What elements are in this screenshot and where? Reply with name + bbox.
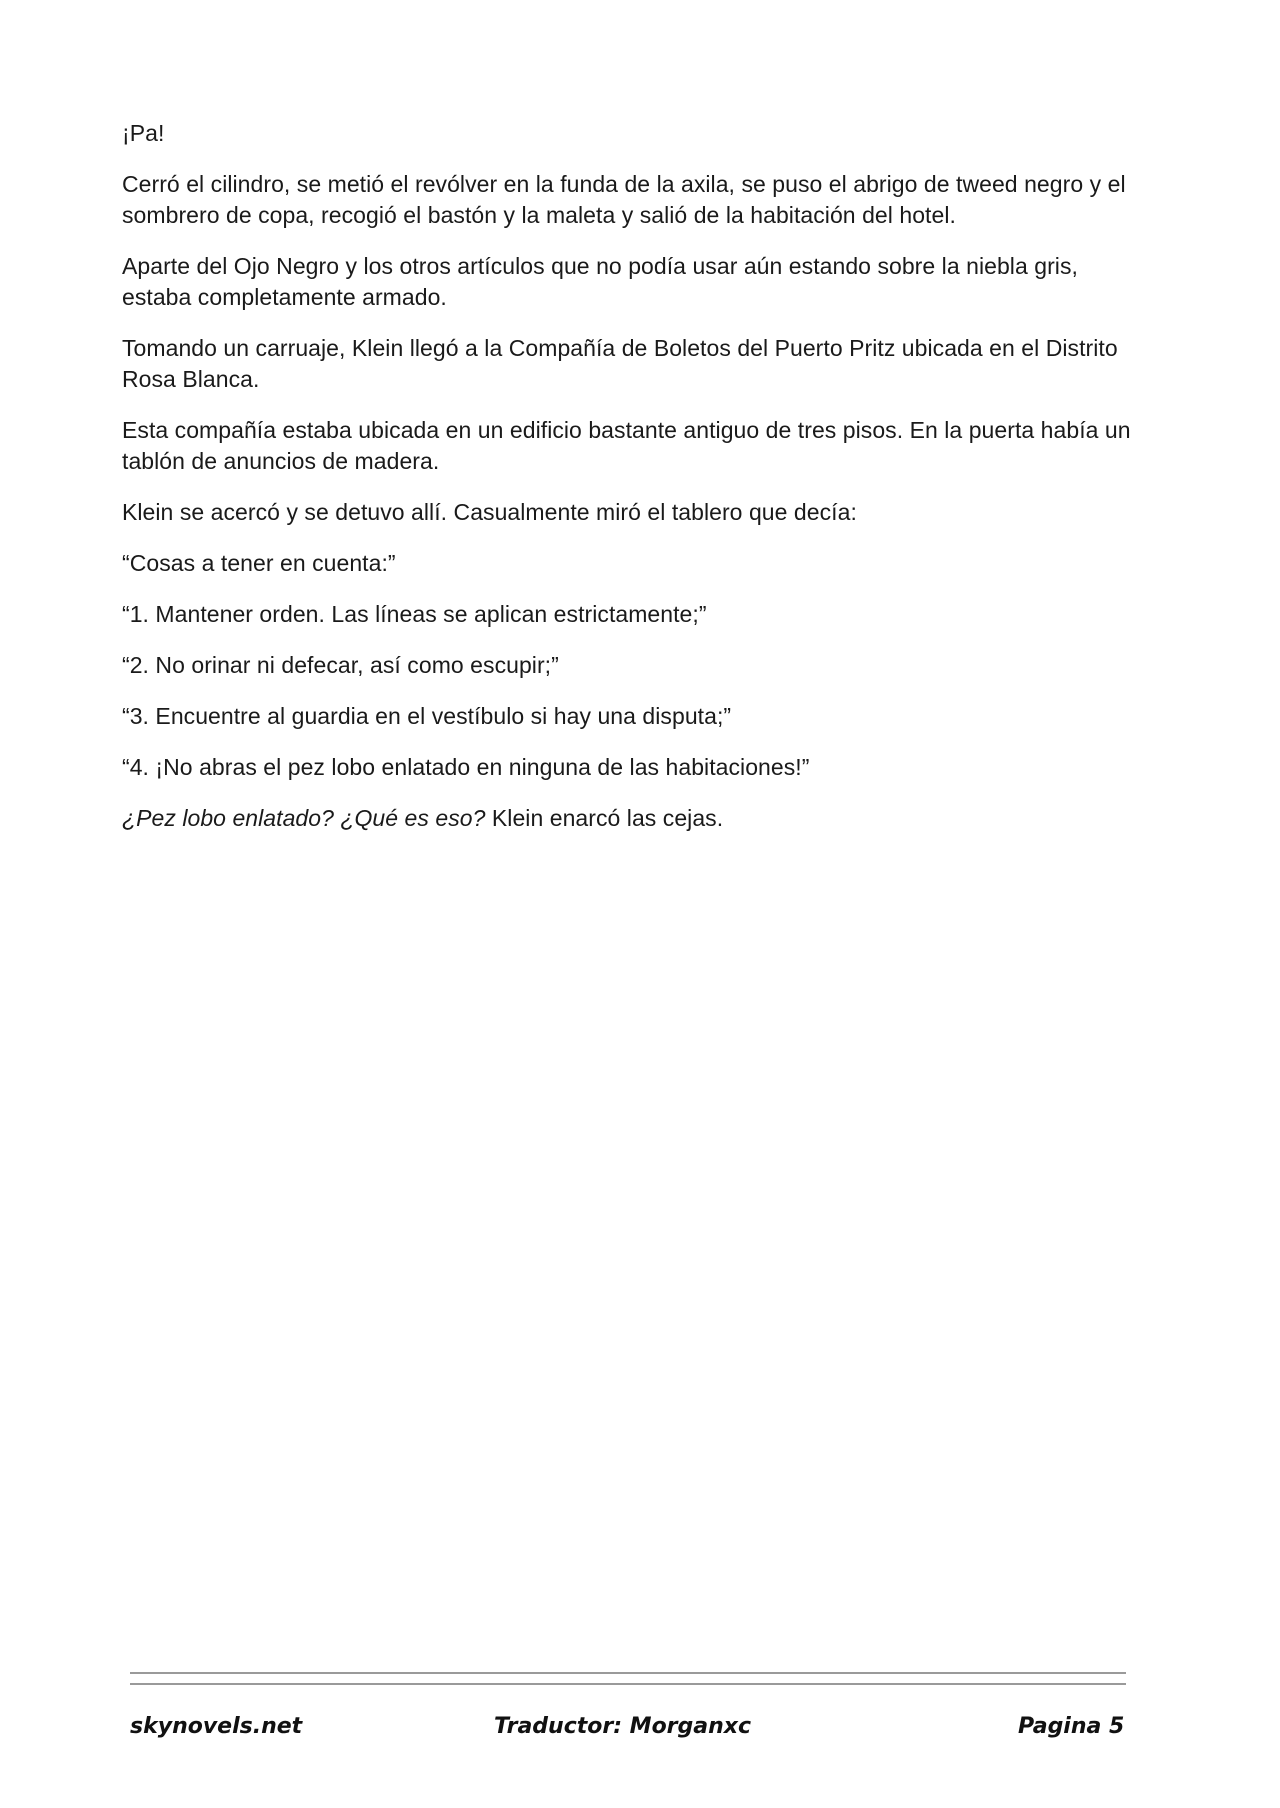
paragraph: Tomando un carruaje, Klein llegó a la Compañía de Boletos del Puerto Pritz ubicada en el Distrito Rosa Blanca. (122, 335, 1118, 392)
document-body (122, 118, 1142, 854)
paragraph: “Cosas a tener en cuenta:” (122, 550, 396, 576)
italic-thought: ¿Pez lobo enlatado? ¿Qué es eso? (122, 805, 486, 831)
paragraph: Klein se acercó y se detuvo allí. Casualmente miró el tablero que decía: (122, 499, 857, 525)
paragraph: Cerró el cilindro, se metió el revólver en la funda de la axila, se puso el abrigo de tweed negro y el sombrero de copa, recogió el bastón y la maleta y salió de la habitación del hotel. (122, 171, 1126, 228)
list-item: “3. Encuentre al guardia en el vestíbulo si hay una disputa;” (122, 703, 732, 729)
paragraph: ¡Pa! (122, 120, 165, 146)
list-item: “1. Mantener orden. Las líneas se aplican estrictamente;” (122, 601, 707, 627)
paragraph-text: Klein enarcó las cejas. (485, 805, 724, 831)
footer-site: skynovels.net (130, 1714, 303, 1739)
footer-divider (130, 1683, 1126, 1685)
list-item: “2. No orinar ni defecar, así como escupir;” (122, 652, 559, 678)
list-item: “4. ¡No abras el pez lobo enlatado en ninguna de las habitaciones!” (122, 754, 810, 780)
footer-divider (130, 1672, 1126, 1674)
footer-translator: Traductor: Morganxc (494, 1714, 752, 1739)
paragraph: Aparte del Ojo Negro y los otros artículos que no podía usar aún estando sobre la niebla gris, estaba completamente armado. (122, 253, 1078, 310)
footer-page-number: Pagina 5 (1018, 1714, 1125, 1739)
paragraph (122, 803, 1142, 834)
paragraph: Esta compañía estaba ubicada en un edificio bastante antiguo de tres pisos. En la puerta había un tablón de anuncios de madera. (122, 417, 1131, 474)
